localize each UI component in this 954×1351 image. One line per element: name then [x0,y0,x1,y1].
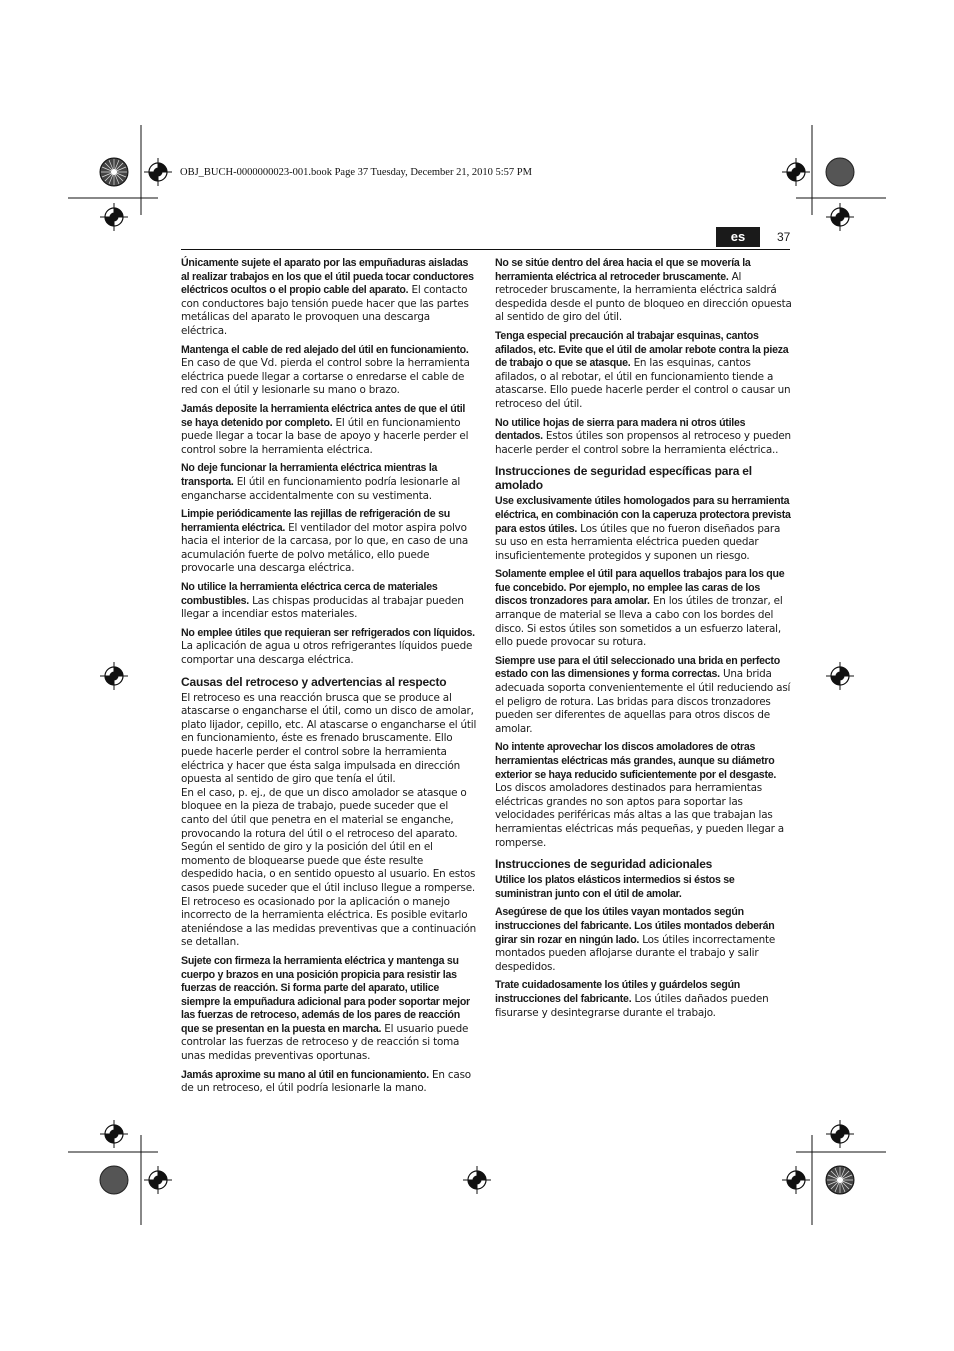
paragraph: Únicamente sujete el aparato por las empuñaduras aisladas al realizar trabajos en los que el útil pueda tocar conductores eléctricos ocultos o el propio cable del aparato. El contacto con conductores bajo tensión puede hacer que las partes metálicas del aparato le provoquen una descarga eléctrica. [181,257,474,337]
paragraph: Sujete con firmeza la herramienta eléctrica y mantenga su cuerpo y brazos en una posición propicia para resistir las fuerzas de reacción. Si forma parte del aparato, utilice siempre la empuñadura adicional para poder soportar mejor las fuerzas de retroceso, además de los pares de reacción que se presentan en la puesta en marcha. El usuario puede controlar las fuerzas de retroceso y de reacción si toma unas medidas preventivas oportunas. [181,954,470,1063]
paragraph: Limpie periódicamente las rejillas de refrigeración de su herramienta eléctrica. El ventilador del motor aspira polvo hacia el interior de la carcasa, por lo que, en caso de una acumulación fuerte de polvo metálico, ello puede provocarle una descarga eléctrica. [181,508,468,575]
paragraph: Siempre use para el útil seleccionado una brida en perfecto estado con las dimensiones y forma correctas. Una brida adecuada soporta convenientemente el útil reduciendo así el peligro de rotura. Las bridas para discos tronzadores pueden ser diferentes de aquellas para otros discos de amolar. [495,654,791,735]
paragraph: Use exclusivamente útiles homologados para su herramienta eléctrica, en combinación con la caperuza protectora prevista para estos útiles. Los útiles que no fueron diseñados para su uso en esta herramienta eléctrica pueden quedar insuficientemente protegidos y suponen un riesgo. [495,495,791,562]
paragraph: Mantenga el cable de red alejado del útil en funcionamiento. En caso de que Vd. pierda el control sobre la herramienta eléctrica puede llegar a cortarse o enredarse el cable de red con el útil y lesionarle su mano o brazo. [181,343,470,397]
paragraph: Jamás aproxime su mano al útil en funcionamiento. En caso de un retroceso, el útil podría lesionarle la mano. [181,1068,471,1095]
print-slug: OBJ_BUCH-0000000023-001.book Page 37 Tuesday, December 21, 2010 5:57 PM [180,167,532,178]
paragraph: No intente aprovechar los discos amoladores de otras herramientas eléctricas más grandes, aunque su diámetro exterior se haya reducido suficientemente por el desgaste. Los discos amoladores destinados para herramientas eléctricas grandes no son aptos para soportar las velocidades periféricas más altas a las que trabajan las herramientas eléctricas más pequeñas, y pueden llegar a romperse. [495,741,784,849]
page-number: 37 [777,230,791,244]
paragraph: No deje funcionar la herramienta eléctrica mientras la transporta. El útil en funcionamiento podría lesionarle al engancharse accidentalmente con su vestimenta. [181,462,461,502]
section-heading: Instrucciones de seguridad específicas para el amolado [495,464,752,493]
section-heading: Instrucciones de seguridad adicionales [495,857,713,872]
paragraph: Utilice los platos elásticos intermedios si éstos se suministran junto con el útil de amolar. [495,874,735,900]
paragraph: Trate cuidadosamente los útiles y guárdelos según instrucciones del fabricante. Los útiles dañados pueden fisurarse y desintegrarse durante el trabajo. [495,979,769,1019]
paragraph: No se sitúe dentro del área hacia el que se movería la herramienta eléctrica al retroceder bruscamente. Al retroceder bruscamente, la herramienta eléctrica saldrá despedida desde el punto de bloqueo en dirección opuesta al sentido de giro del útil. [495,257,792,324]
paragraph: No emplee útiles que requieran ser refrigerados con líquidos. La aplicación de agua u otros refrigerantes líquidos puede comportar una descarga eléctrica. [181,626,475,667]
paragraph: El retroceso es ocasionado por la aplicación o manejo incorrecto de la herramienta eléctrica. Es posible evitarlo ateniéndose a las medidas preventivas que a continuación se detallan. [181,895,477,949]
paragraph: En el caso, p. ej., de que un disco amolador se atasque o bloquee en la pieza de trabajo, puede suceder que el canto del útil que penetra en el material se enganche, provocando la rotura del útil o el retroceso del aparato. Según el sentido de giro y la posición del útil en el momento de bloquearse puede que éste resulte despedido hacia, o en sentido opuesto al usuario. En estos casos puede suceder que el útil incluso llegue a romperse. [181,786,476,894]
right-column [495,257,792,1025]
paragraph: No utilice hojas de sierra para madera ni otros útiles dentados. Estos útiles son propensos al retroceso y pueden hacerle perder el control sobre la herramienta eléctrica.. [495,416,791,456]
left-column [181,257,478,1101]
header-rule [181,249,790,250]
paragraph: Solamente emplee el útil para aquellos trabajos para los que fue concebido. Por ejemplo, no emplee las caras de los discos tronzadores para amolar. En los útiles de tronzar, el arranque de material se lleva a cabo con los bordes del disco. Si estos útiles son sometidos a un esfuerzo lateral, ello puede provocar su rotura. [495,568,785,649]
paragraph: Tenga especial precaución al trabajar esquinas, cantos afilados, etc. Evite que el útil de amolar rebote contra la pieza de trabajo o que se atasque. En las esquinas, cantos afilados, o al rebotar, el útil en funcionamiento tiende a atascarse. Ello puede hacerle perder el control o causar un retroceso del útil. [495,329,791,410]
paragraph: No utilice la herramienta eléctrica cerca de materiales combustibles. Las chispas producidas al trabajar pueden llegar a incendiar estos materiales. [181,581,464,621]
paragraph: Asegúrese de que los útiles vayan montados según instrucciones del fabricante. Los útiles montados deberán girar sin rozar en ningún lado. Los útiles incorrectamente montados pueden aflojarse durante el trabajo y salir despedidos. [495,906,776,973]
paragraph: Jamás deposite la herramienta eléctrica antes de que el útil se haya detenido por completo. El útil en funcionamiento puede llegar a tocar la base de apoyo y hacerle perder el control sobre la herramienta eléctrica. [181,402,469,456]
language-badge: es [716,227,760,247]
section-heading: Causas del retroceso y advertencias al respecto [181,674,447,689]
paragraph: El retroceso es una reacción brusca que se produce al atascarse o engancharse el útil, como un disco de amolar, plato lijador, cepillo, etc. Al atascarse o engancharse el útil en funcionamiento, éste es frenado bruscamente. Ello puede hacerle perder el control sobre la herramienta eléctrica y hacer que ésta salga impulsada en dirección opuesta al sentido de giro que tenía el útil. [181,691,477,786]
